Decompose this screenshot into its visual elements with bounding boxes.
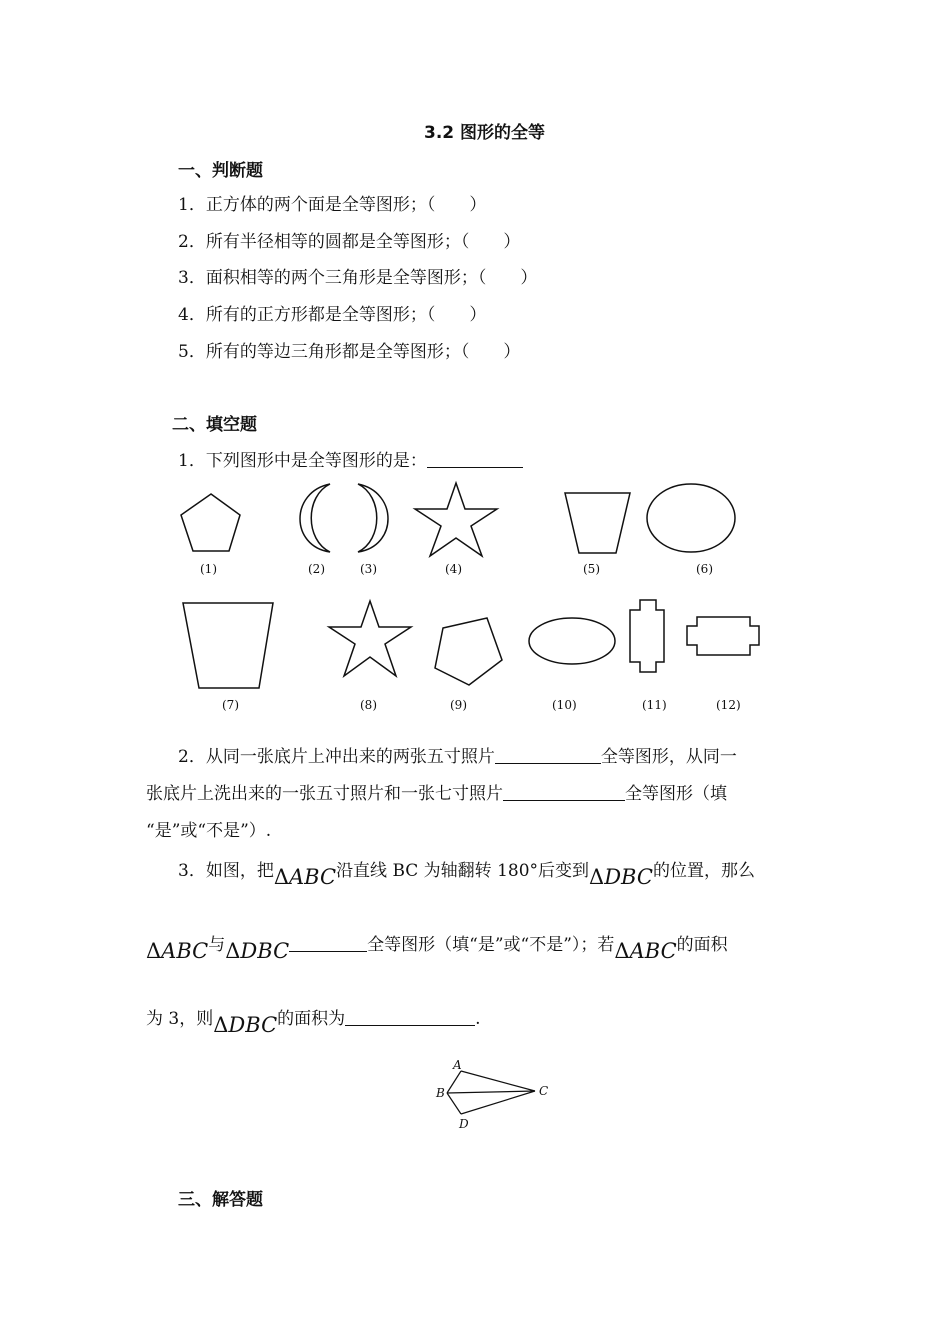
triangle-abc-name: ABC	[629, 939, 677, 963]
section-heading-fill: 二、填空题	[172, 415, 257, 435]
figure-label-12: (12)	[716, 698, 741, 712]
q3-blank-1[interactable]	[289, 933, 367, 952]
point-label-d: D	[459, 1117, 469, 1131]
section-heading-answer: 三、解答题	[178, 1190, 263, 1210]
triangle-dbc-name: DBC	[604, 865, 653, 889]
q3-text-a: 3．如图，把	[178, 861, 274, 881]
triangle-dbc-name: DBC	[240, 939, 290, 963]
triangle-abc-name: ABC	[289, 865, 337, 889]
point-label-b: B	[436, 1086, 445, 1100]
cross-vertical	[630, 600, 664, 672]
star-1	[415, 483, 497, 556]
triangle-abc-symbol	[274, 865, 336, 889]
crescent-right	[358, 484, 388, 552]
edge-ab	[447, 1071, 461, 1093]
judgment-item-1: 1．正方体的两个面是全等图形；（ ）	[178, 195, 487, 215]
fill-question-3-line1	[178, 856, 755, 889]
figures-row-2	[170, 595, 770, 700]
fill-question-2-line3: “是”或“不是”）.	[146, 821, 272, 841]
delta-symbol: Δ	[273, 865, 289, 889]
figure-label-11: (11)	[642, 698, 667, 712]
crescent-left	[300, 484, 330, 552]
edge-bc	[447, 1091, 535, 1093]
fill-question-2-line1	[178, 742, 737, 767]
q3-text-d: 与	[208, 935, 226, 955]
figures-row-1	[170, 480, 770, 580]
triangle-dbc-name: DBC	[228, 1013, 278, 1037]
answer-blank[interactable]	[427, 449, 523, 468]
q2-text-b: 全等图形，从同一	[600, 747, 737, 767]
q3-text-f: 的面积	[676, 935, 728, 955]
page-title: 3.2 图形的全等	[424, 123, 546, 143]
section-heading-judgment: 一、判断题	[178, 161, 263, 181]
fill-question-3-line3	[146, 1004, 481, 1037]
q3-text-c: 的位置，那么	[652, 861, 755, 881]
q3-text-g: 为 3，则	[146, 1009, 214, 1029]
edge-bd	[447, 1093, 461, 1114]
q3-blank-2[interactable]	[345, 1007, 475, 1026]
figure-label-7: (7)	[222, 698, 239, 712]
q2-blank-1[interactable]	[495, 745, 601, 764]
figure-label-9: (9)	[450, 698, 467, 712]
q3-text-h: 的面积为	[277, 1009, 346, 1029]
figure-label-1: (1)	[200, 562, 217, 576]
triangle-dbc-symbol	[213, 1013, 277, 1037]
q2-text-a: 2．从同一张底片上冲出来的两张五寸照片	[178, 747, 495, 767]
pentagon-2	[435, 618, 502, 685]
q3-text-e: 全等图形（填“是”或“不是”）；若	[367, 935, 615, 955]
star-2	[329, 601, 411, 676]
judgment-item-3: 3．面积相等的两个三角形是全等图形；（ ）	[178, 268, 538, 288]
trapezoid-small	[565, 493, 630, 553]
figure-label-3: (3)	[360, 562, 377, 576]
judgment-item-2: 2．所有半径相等的圆都是全等图形；（ ）	[178, 232, 521, 252]
fill-question-3-line2	[146, 930, 728, 963]
judgment-item-5: 5．所有的等边三角形都是全等图形；（ ）	[178, 342, 521, 362]
circle	[647, 484, 735, 552]
trapezoid-large	[183, 603, 273, 688]
figure-label-2: (2)	[308, 562, 325, 576]
delta-symbol: Δ	[213, 1013, 229, 1037]
triangle-abc-symbol	[146, 939, 208, 963]
triangle-dbc-symbol	[589, 865, 653, 889]
figure-label-8: (8)	[360, 698, 377, 712]
triangle-dbc-symbol	[225, 939, 289, 963]
q2-blank-2[interactable]	[503, 782, 625, 801]
judgment-item-4: 4．所有的正方形都是全等图形；（ ）	[178, 305, 487, 325]
point-label-c: C	[539, 1084, 549, 1098]
delta-symbol: Δ	[589, 865, 605, 889]
q3-text-end: .	[475, 1009, 481, 1029]
triangle-abc-name: ABC	[161, 939, 209, 963]
fill-question-1	[178, 446, 523, 471]
pentagon-1	[181, 494, 240, 551]
fill-question-1-text: 1．下列图形中是全等图形的是：	[178, 451, 427, 471]
edge-ac	[461, 1071, 535, 1091]
figure-label-4: (4)	[445, 562, 462, 576]
triangle-abc-symbol	[614, 939, 676, 963]
delta-symbol: Δ	[225, 939, 241, 963]
point-label-a: A	[453, 1058, 462, 1072]
delta-symbol: Δ	[614, 939, 630, 963]
cross-horizontal	[687, 617, 759, 655]
q2-text-d: 全等图形（填	[625, 784, 727, 804]
q3-text-b: 沿直线 BC 为轴翻转 180°后变到	[336, 861, 590, 881]
ellipse	[529, 618, 615, 664]
figure-label-6: (6)	[696, 562, 713, 576]
q2-text-c: 张底片上洗出来的一张五寸照片和一张七寸照片	[146, 784, 503, 804]
fill-question-2-line2	[146, 779, 727, 804]
figure-label-10: (10)	[552, 698, 577, 712]
edge-dc	[461, 1091, 535, 1114]
delta-symbol: Δ	[146, 939, 162, 963]
figure-label-5: (5)	[583, 562, 600, 576]
